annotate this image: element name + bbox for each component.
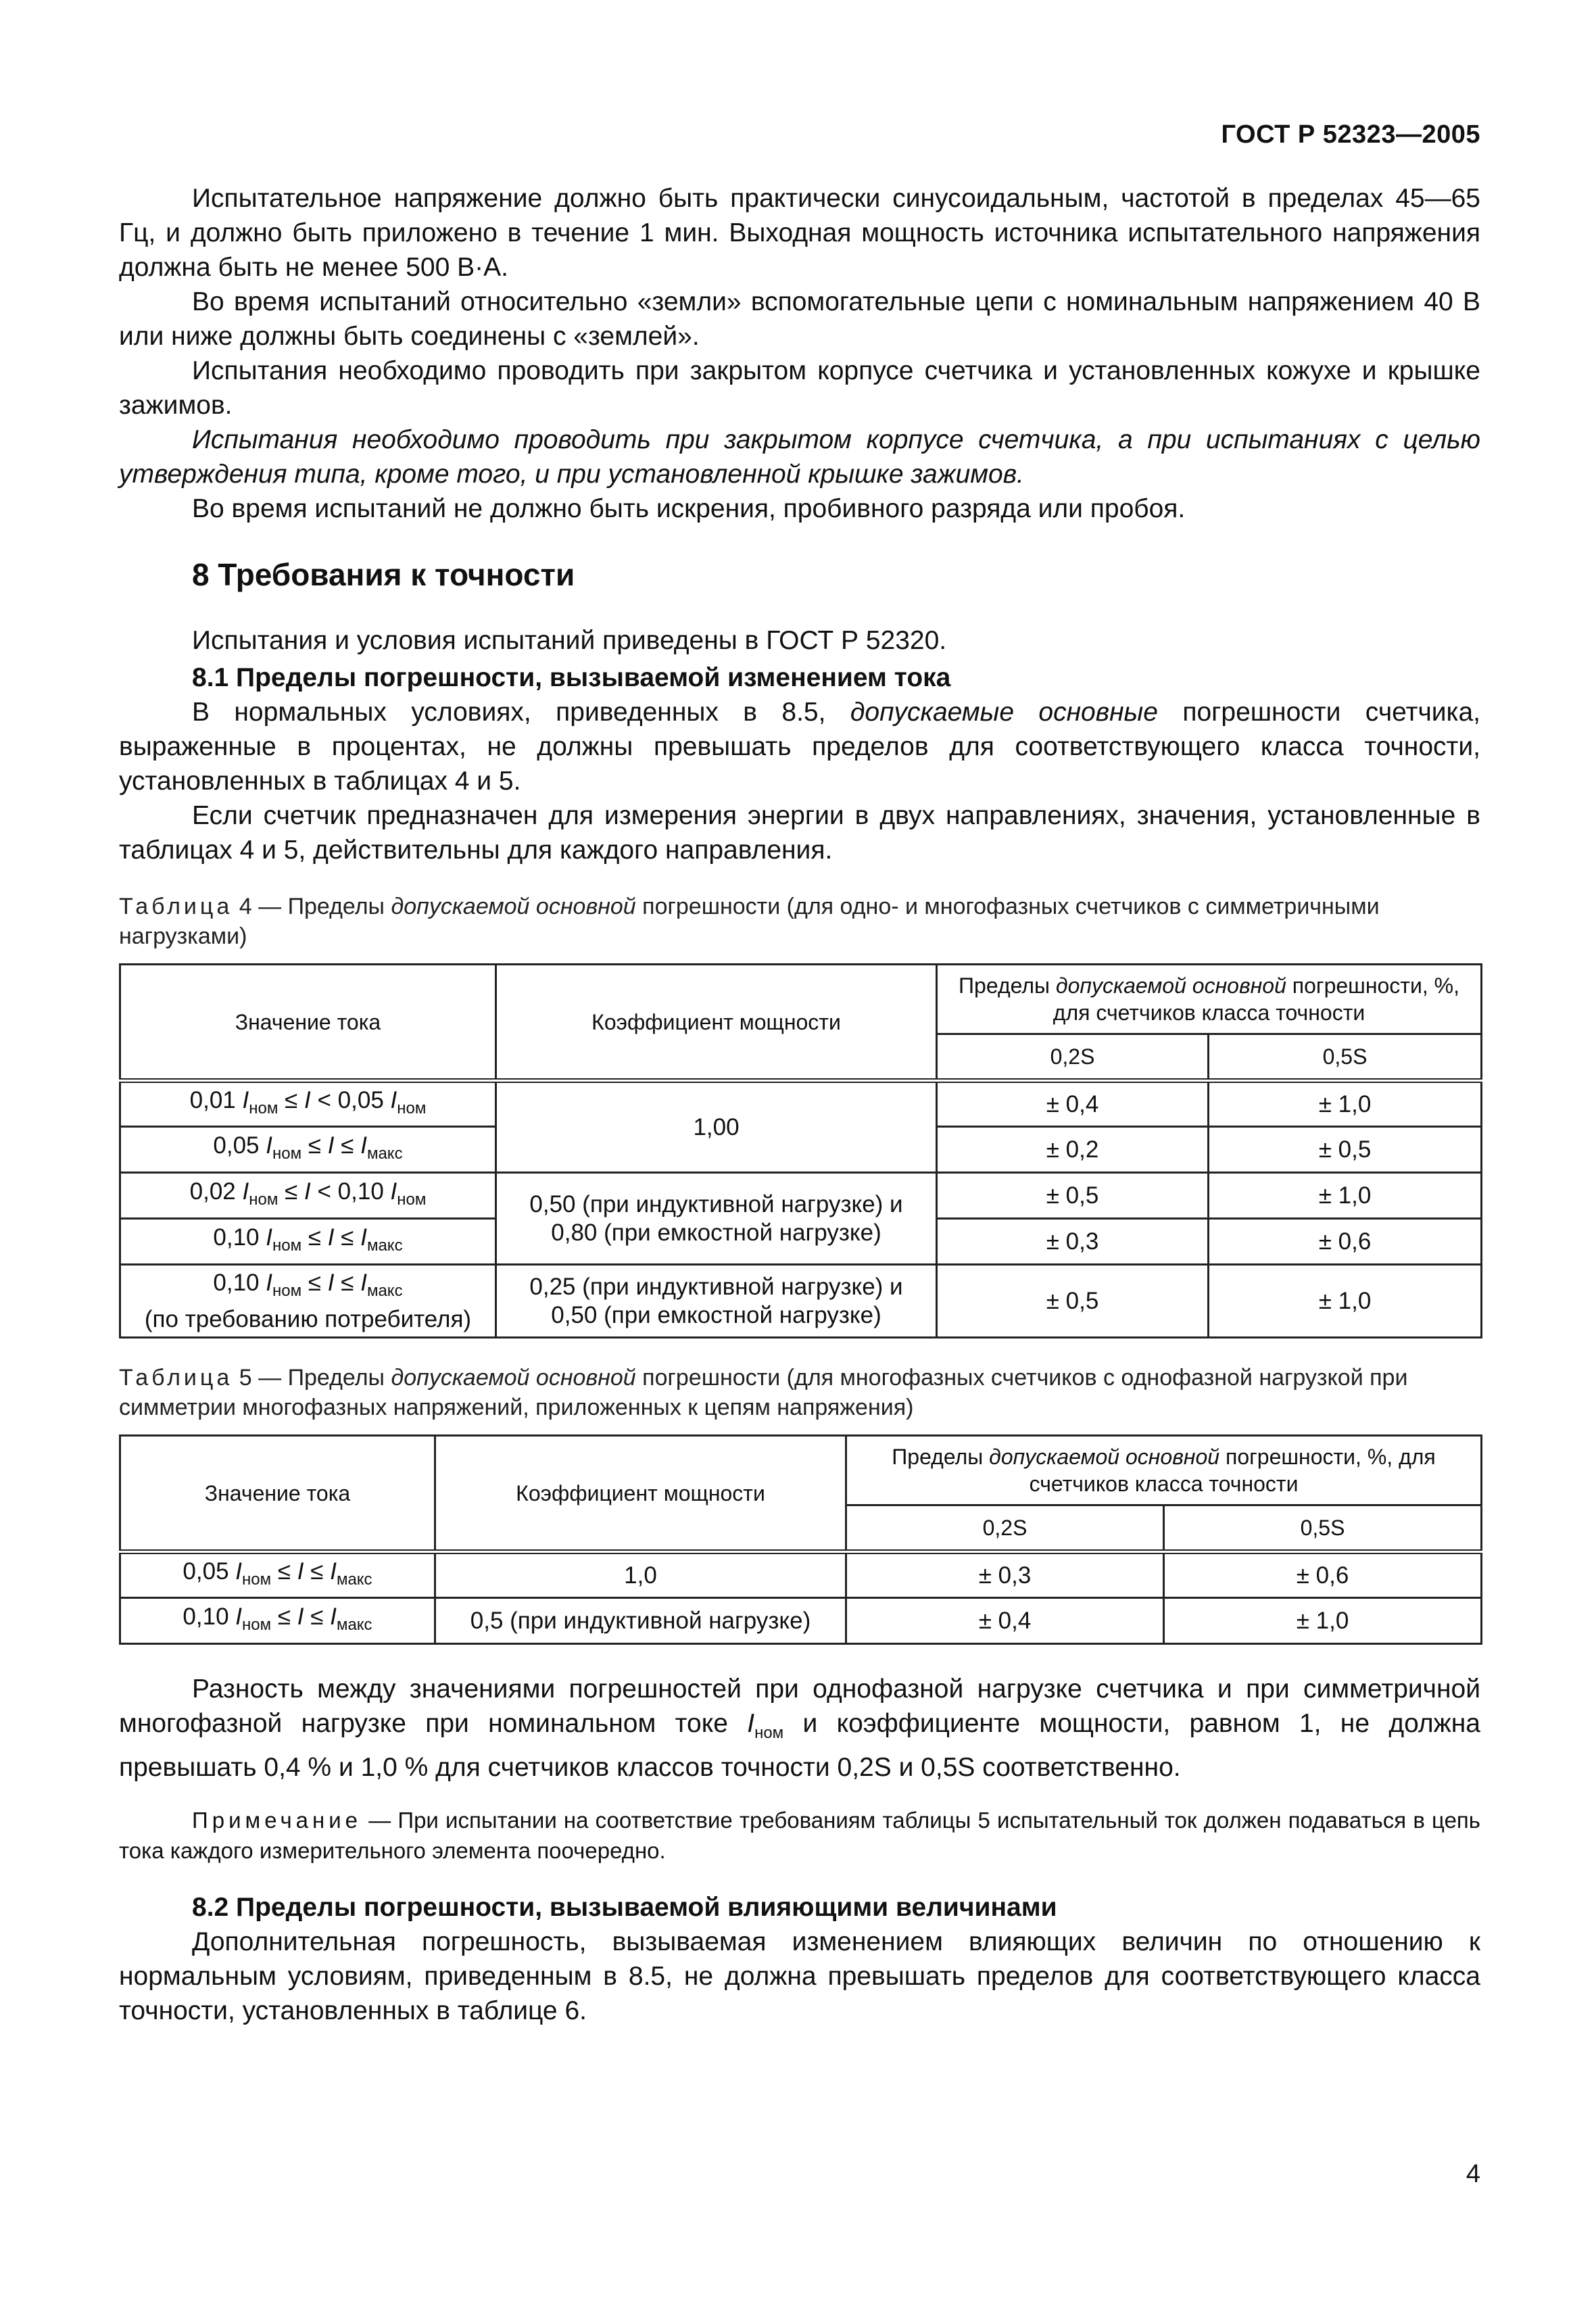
pf-cell: 0,50 (при индуктивной нагрузке) и 0,80 (при емкостной нагрузке) — [496, 1173, 937, 1265]
table-row — [120, 1598, 1482, 1644]
current-cell: 0,10 $I_{ном} \le I \le I_{макс}$ (по требованию потребителя) — [120, 1265, 496, 1338]
page-number: 4 — [1466, 2160, 1480, 2188]
value-cell: ± 1,0 — [1209, 1173, 1482, 1219]
value-cell: ± 1,0 — [1164, 1598, 1482, 1644]
value-cell: ± 0,2 — [937, 1127, 1209, 1173]
pf-cell: 0,5 (при индуктивной нагрузке) — [435, 1598, 846, 1644]
body-text — [119, 181, 1480, 2028]
pf-cell: 1,0 — [435, 1552, 846, 1598]
table-5 — [119, 1434, 1482, 1645]
table-row — [120, 1265, 1482, 1338]
table-row — [120, 1081, 1482, 1127]
current-cell: 0,01 $I_{ном} \le I < 0,05$ $I_{ном}$ — [120, 1081, 496, 1127]
header-limits: Пределы допускаемой основной погрешности, %, для счетчиков класса точности — [846, 1436, 1482, 1505]
header-limits: Пределы допускаемой основной погрешности, %, для счетчиков класса точности — [937, 965, 1482, 1034]
header-class-02s: 0,2S — [846, 1505, 1164, 1552]
paragraph: Испытательное напряжение должно быть практически синусоидальным, частотой в пределах 45—65 Гц, и должно быть приложено в течение 1 мин. Выходная мощность источника испытательного напряжения должна быть не менее 500 В·А. — [119, 184, 1480, 282]
table-caption: Таблица 4 — Пределы допускаемой основной погрешности (для одно- и многофазных счетчиков с симметричными нагрузками) — [119, 894, 1380, 949]
header-power-factor: Коэффициент мощности — [435, 1436, 846, 1552]
paragraph: Испытания необходимо проводить при закрытом корпусе счетчика и установленных кожухе и крышке зажимов. — [119, 356, 1480, 420]
current-cell: 0,05 $I_{ном} \le I \le I_{макс}$ — [120, 1552, 435, 1598]
value-cell: ± 0,4 — [937, 1081, 1209, 1127]
header-class-05s: 0,5S — [1164, 1505, 1482, 1552]
header-current: Значение тока — [120, 965, 496, 1081]
pf-cell: 0,25 (при индуктивной нагрузке) и 0,50 (при емкостной нагрузке) — [496, 1265, 937, 1338]
value-cell: ± 0,5 — [937, 1265, 1209, 1338]
document-page — [119, 0, 1480, 2316]
current-cell: 0,10 $I_{ном} \le I \le I_{макс}$ — [120, 1219, 496, 1265]
paragraph: Во время испытаний не должно быть искрения, пробивного разряда или пробоя. — [192, 494, 1186, 523]
value-cell: ± 0,6 — [1164, 1552, 1482, 1598]
table-caption: Таблица 5 — Пределы допускаемой основной погрешности (для многофазных счетчиков с однофазной нагрузкой при симметрии многофазных напряжений, приложенных к цепям напряжения) — [119, 1365, 1408, 1420]
section-heading: 8 Требования к точности — [192, 557, 575, 592]
paragraph: Разность между значениями погрешностей при однофазной нагрузке счетчика и при симметричной многофазной нагрузке при номинальном токе $I_{ном}$ и коэффициенте мощности, равном 1, не должна превышать 0,4 % и 1,0 % для счетчиков классов точности 0,2S и 0,5S соответственно. — [119, 1674, 1480, 1782]
paragraph: Дополнительная погрешность, вызываемая изменением влияющих величин по отношению к нормальным условиям, приведенным в 8.5, не должна превышать пределов для соответствующего класса точности, установленных в таблице 6. — [119, 1927, 1480, 2025]
paragraph: В нормальных условиях, приведенных в 8.5, допускаемые основные погрешности счетчика, выраженные в процентах, не должны превышать пределов для соответствующего класса точности, установленных в таблицах 4 и 5. — [119, 698, 1480, 796]
current-cell: 0,02 $I_{ном} \le I < 0,10$ $I_{ном}$ — [120, 1173, 496, 1219]
value-cell: ± 0,4 — [846, 1598, 1164, 1644]
paragraph: Если счетчик предназначен для измерения энергии в двух направлениях, значения, установленные в таблицах 4 и 5, действительны для каждого направления. — [119, 801, 1480, 865]
value-cell: ± 0,5 — [1209, 1127, 1482, 1173]
document-code: ГОСТ Р 52323—2005 — [1221, 120, 1480, 149]
table-row — [120, 1173, 1482, 1219]
value-cell: ± 1,0 — [1209, 1081, 1482, 1127]
current-cell: 0,05 $I_{ном} \le I \le I_{макс}$ — [120, 1127, 496, 1173]
value-cell: ± 1,0 — [1209, 1265, 1482, 1338]
value-cell: ± 0,6 — [1209, 1219, 1482, 1265]
header-class-05s: 0,5S — [1209, 1034, 1482, 1081]
current-cell: 0,10 $I_{ном} \le I \le I_{макс}$ — [120, 1598, 435, 1644]
table-row — [120, 1552, 1482, 1598]
header-power-factor: Коэффициент мощности — [496, 965, 937, 1081]
paragraph: Во время испытаний относительно «земли» вспомогательные цепи с номинальным напряжением 40 В или ниже должны быть соединены с «землей». — [119, 287, 1480, 351]
paragraph: Испытания и условия испытаний приведены в ГОСТ Р 52320. — [192, 626, 947, 655]
value-cell: ± 0,5 — [937, 1173, 1209, 1219]
value-cell: ± 0,3 — [937, 1219, 1209, 1265]
pf-cell: 1,00 — [496, 1081, 937, 1173]
paragraph-italic: Испытания необходимо проводить при закрытом корпусе счетчика, а при испытаниях с целью утверждения типа, кроме того, и при установленной крышке зажимов. — [119, 425, 1480, 489]
subsection-heading: 8.1 Пределы погрешности, вызываемой изменением тока — [192, 663, 951, 692]
note: Примечание — При испытании на соответствие требованиям таблицы 5 испытательный ток должен подаваться в цепь тока каждого измерительного элемента поочередно. — [119, 1807, 1480, 1863]
value-cell: ± 0,3 — [846, 1552, 1164, 1598]
table-4 — [119, 963, 1482, 1338]
subsection-heading: 8.2 Пределы погрешности, вызываемой влияющими величинами — [192, 1892, 1057, 1922]
header-current: Значение тока — [120, 1436, 435, 1552]
header-class-02s: 0,2S — [937, 1034, 1209, 1081]
